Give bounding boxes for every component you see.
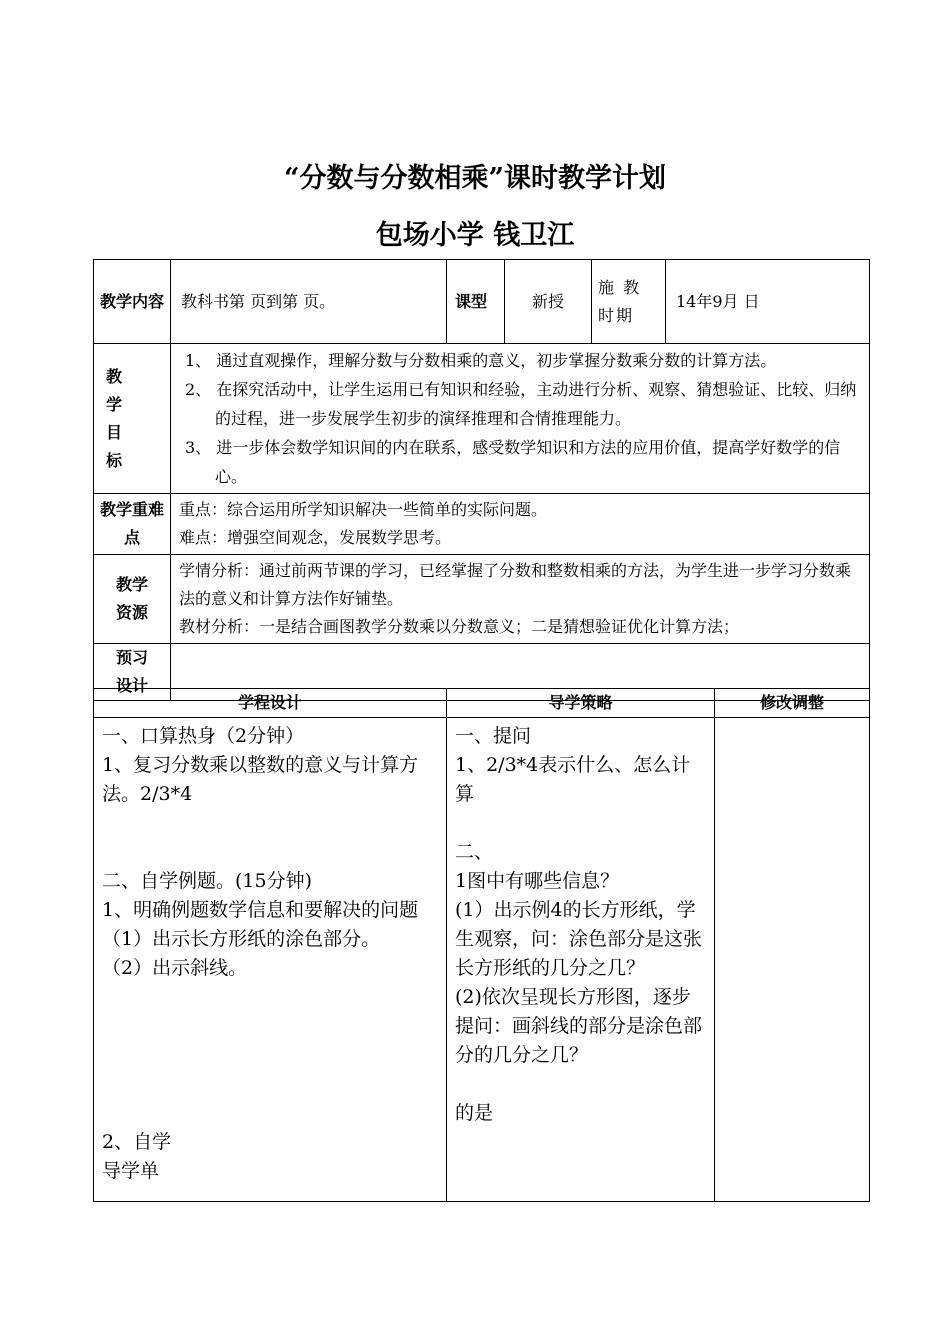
header-strategy: 导学策略 [447, 689, 715, 718]
design-line [102, 1012, 438, 1041]
design-line: 1、明确例题数学信息和要解决的问题 [102, 899, 419, 921]
design-line: 2、自学 [102, 1131, 172, 1153]
design-line: （2）出示斜线。 [102, 957, 248, 979]
strategy-line: 1、2/3*4表示什么、怎么计算 [455, 754, 691, 805]
adjust-column [715, 718, 870, 1202]
date-label: 施 教时期 [592, 260, 666, 344]
design-line [102, 1099, 438, 1128]
objectives-list [171, 344, 870, 494]
design-line [102, 838, 438, 867]
content-label: 教学内容 [94, 260, 171, 344]
objectives-label: 教学目标 [94, 344, 171, 494]
strategy-column [447, 718, 715, 1202]
date-value: 14年9月 日 [666, 260, 870, 344]
type-label: 课型 [447, 260, 505, 344]
header-adjust: 修改调整 [715, 689, 870, 718]
objective-item: 2、 在探究活动中，让学生运用已有知识和经验，主动进行分析、观察、猜想验证、比较、归纳的过程，进一步发展学生初步的演绎推理和合情推理能力。 [185, 380, 857, 428]
objective-item: 1、 通过直观操作，理解分数与分数相乘的意义，初步掌握分数乘分数的计算方法。 [185, 351, 777, 370]
design-line [102, 1070, 438, 1099]
keypoints-label: 教学重难点 [94, 494, 171, 555]
content-value: 教科书第 页到第 页。 [171, 260, 447, 344]
strategy-line [455, 809, 706, 838]
design-line [102, 809, 438, 838]
strategy-line: 二、 [455, 841, 494, 863]
process-table [93, 688, 870, 1202]
resources-label: 教学资源 [94, 555, 171, 644]
header-design: 学程设计 [94, 689, 447, 718]
difficulty-text: 难点：增强空间观念，发展数学思考。 [179, 528, 452, 547]
design-line [102, 983, 438, 1012]
design-column [94, 718, 447, 1202]
strategy-line: (1）出示例4的长方形纸，学生观察，问：涂色部分是这张长方形纸的几分之几？ [455, 899, 703, 979]
design-line: 二、自学例题。(15分钟) [102, 870, 313, 892]
design-line: （1）出示长方形纸的涂色部分。 [102, 928, 381, 950]
objective-item: 3、 进一步体会数学知识间的内在联系，感受数学知识和方法的应用价值，提高学好数学的信心。 [185, 438, 841, 486]
plan-info-table [93, 259, 870, 701]
author-line: 包场小学 钱卫江 [375, 220, 575, 251]
strategy-line [455, 1070, 706, 1099]
type-value: 新授 [505, 260, 592, 344]
document-title: “分数与分数相乘”课时教学计划 [283, 163, 667, 194]
design-line: 1、复习分数乘以整数的意义与计算方法。2/3*4 [102, 754, 419, 805]
student-analysis: 学情分析：通过前两节课的学习，已经掌握了分数和整数相乘的方法，为学生进一步学习分数乘法的意义和计算方法作好铺垫。 [179, 561, 852, 608]
design-line: 一、口算热身（2分钟） [102, 725, 305, 747]
keypoints-cell [171, 494, 870, 555]
focus-text: 重点：综合运用所学知识解决一些简单的实际问题。 [179, 500, 548, 519]
resources-cell [171, 555, 870, 644]
strategy-line: 1图中有哪些信息？ [455, 870, 620, 892]
strategy-line: (2)依次呈现长方形图，逐步提问：画斜线的部分是涂色部分的几分之几？ [455, 986, 703, 1066]
design-line [102, 1041, 438, 1070]
strategy-line: 的是 [455, 1102, 494, 1124]
material-analysis: 教材分析：一是结合画图教学分数乘以分数意义；二是猜想验证优化计算方法； [179, 617, 740, 636]
strategy-line: 一、提问 [455, 725, 532, 747]
design-line: 导学单 [102, 1160, 160, 1182]
preview-label: 预习设计 [94, 644, 171, 701]
